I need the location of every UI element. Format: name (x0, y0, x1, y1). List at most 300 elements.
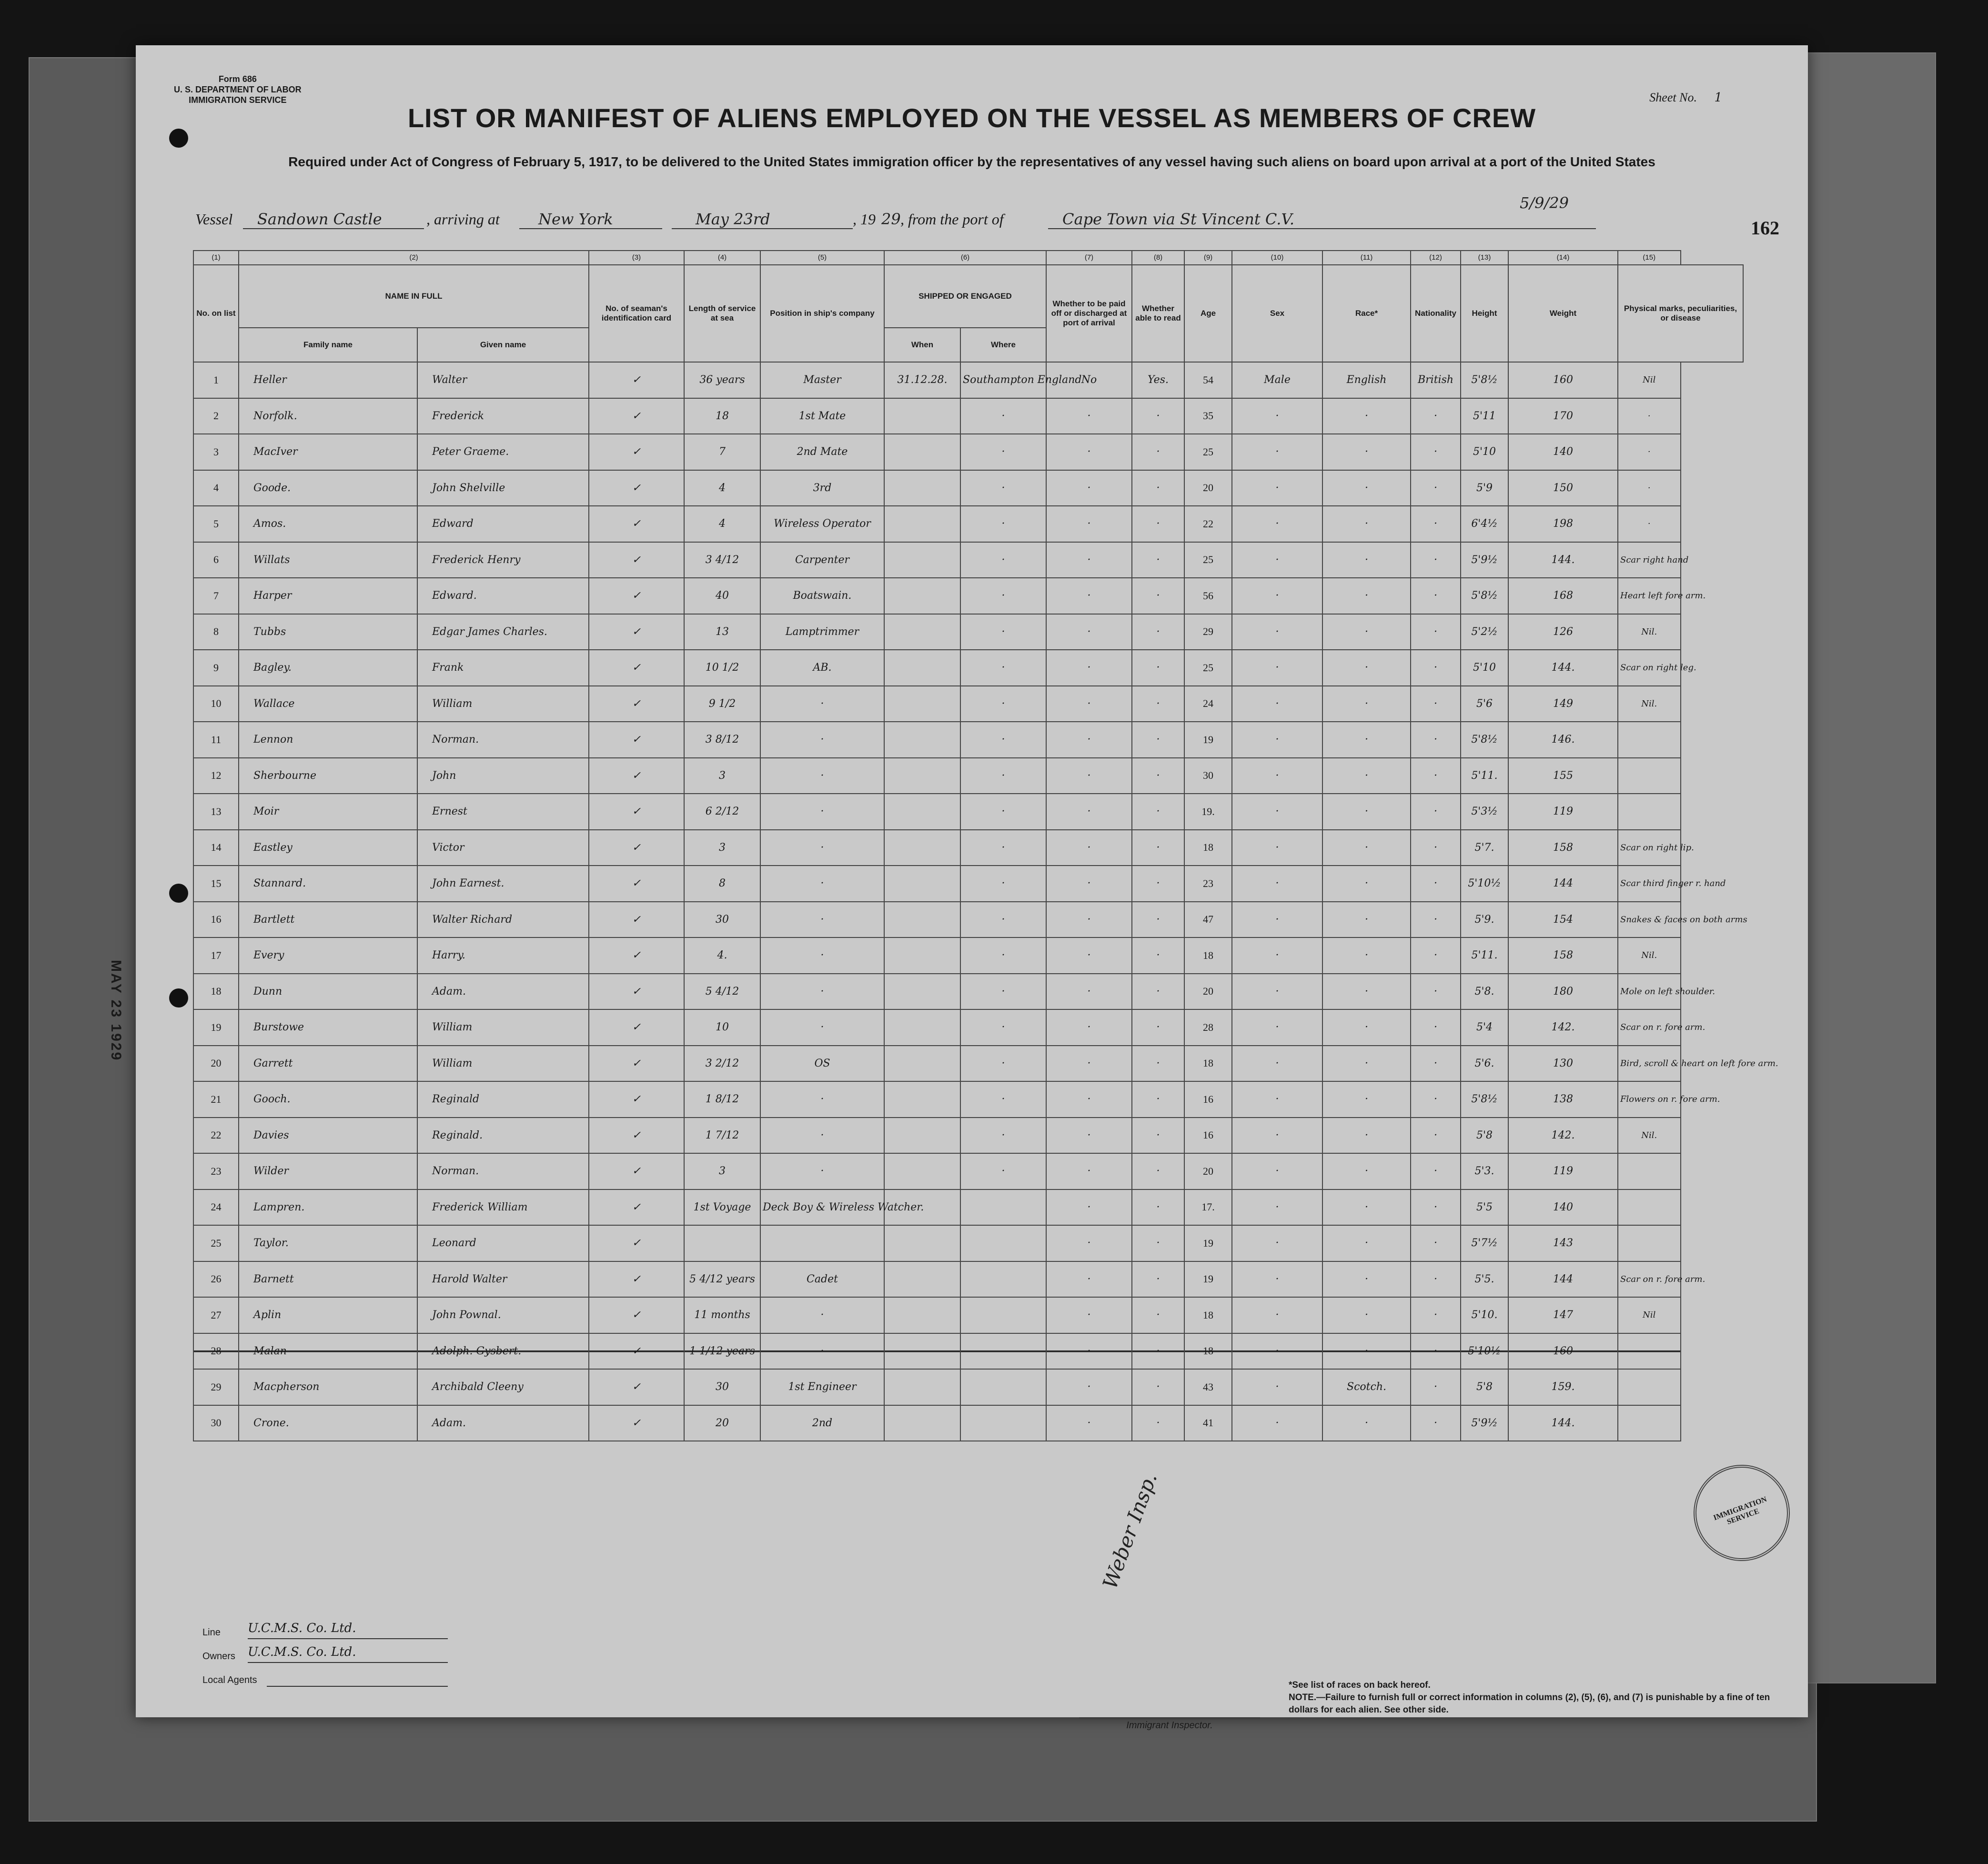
family-name: Crone. (239, 1405, 417, 1441)
seaman-card-check: ✓ (589, 434, 684, 470)
paid-off: · (1046, 1297, 1132, 1333)
shipped-where: · (960, 686, 1046, 722)
physical-marks: Mole on left shoulder. (1618, 974, 1681, 1010)
seaman-card-check: ✓ (589, 1225, 684, 1261)
crew-row (193, 614, 1743, 650)
given-name: John (417, 758, 589, 794)
able-to-read: · (1132, 614, 1184, 650)
given-name: William (417, 1009, 589, 1046)
able-to-read: · (1132, 722, 1184, 758)
sex: · (1232, 542, 1322, 578)
weight: 170 (1508, 398, 1618, 434)
sheet-value: 1 (1714, 91, 1722, 105)
height: 5'6. (1461, 1046, 1508, 1082)
physical-marks (1618, 758, 1681, 794)
row-number: 12 (193, 758, 239, 794)
physical-marks (1618, 1153, 1681, 1189)
paid-off: · (1046, 1369, 1132, 1405)
physical-marks: Scar on right lip. (1618, 830, 1681, 866)
age: 24 (1184, 686, 1232, 722)
row-number: 19 (193, 1009, 239, 1046)
given-name: Norman. (417, 1153, 589, 1189)
given-name: Adam. (417, 1405, 589, 1441)
shipped-when (884, 614, 960, 650)
crew-row (193, 1118, 1743, 1154)
form-service: IMMIGRATION SERVICE (189, 95, 287, 105)
height: 5'11. (1461, 758, 1508, 794)
shipped-when (884, 1261, 960, 1298)
col-number: (13) (1461, 251, 1508, 265)
ship-position: · (760, 1297, 884, 1333)
header-position: Position in ship's company (760, 265, 884, 362)
paid-off: · (1046, 866, 1132, 902)
document-title: LIST OR MANIFEST OF ALIENS EMPLOYED ON THE VESSEL AS MEMBERS OF CREW (407, 103, 1536, 133)
age: 20 (1184, 974, 1232, 1010)
family-name: Macpherson (239, 1369, 417, 1405)
crew-row (193, 1046, 1743, 1082)
age: 35 (1184, 398, 1232, 434)
length-of-service: 4 (684, 506, 760, 542)
height: 5'10½ (1461, 866, 1508, 902)
sex: · (1232, 578, 1322, 614)
sex: · (1232, 398, 1322, 434)
able-to-read: · (1132, 1189, 1184, 1226)
row-number: 2 (193, 398, 239, 434)
paid-off: · (1046, 1189, 1132, 1226)
length-of-service: 3 (684, 758, 760, 794)
nationality: · (1411, 758, 1461, 794)
arriving-port: New York (538, 210, 613, 228)
header-row (193, 265, 1743, 328)
given-name: William (417, 1046, 589, 1082)
family-name: Every (239, 937, 417, 974)
paid-off: · (1046, 830, 1132, 866)
age: 30 (1184, 758, 1232, 794)
given-name: Frederick (417, 398, 589, 434)
able-to-read: · (1132, 1009, 1184, 1046)
ship-position: · (760, 866, 884, 902)
sex: · (1232, 830, 1322, 866)
race: · (1322, 398, 1411, 434)
length-of-service: 9 1/2 (684, 686, 760, 722)
family-name: Burstowe (239, 1009, 417, 1046)
able-to-read: · (1132, 650, 1184, 686)
shipped-when (884, 794, 960, 830)
shipped-when (884, 1153, 960, 1189)
ship-position: Deck Boy & Wireless Watcher. (760, 1189, 884, 1226)
length-of-service: 3 (684, 830, 760, 866)
height: 5'10. (1461, 1297, 1508, 1333)
seaman-card-check: ✓ (589, 1297, 684, 1333)
length-of-service: 30 (684, 1369, 760, 1405)
agents-value (267, 1669, 448, 1687)
seaman-card-check: ✓ (589, 614, 684, 650)
weight: 140 (1508, 1189, 1618, 1226)
crew-row (193, 1153, 1743, 1189)
seaman-card-check: ✓ (589, 830, 684, 866)
race: Scotch. (1322, 1369, 1411, 1405)
ship-position: 2nd (760, 1405, 884, 1441)
col-number: (11) (1322, 251, 1411, 265)
year-prefix: , 19 (853, 211, 876, 228)
race: · (1322, 974, 1411, 1010)
sex: · (1232, 686, 1322, 722)
weight: 126 (1508, 614, 1618, 650)
seaman-card-check: ✓ (589, 1081, 684, 1118)
shipped-when (884, 1046, 960, 1082)
sex: · (1232, 1405, 1322, 1441)
family-name: Gooch. (239, 1081, 417, 1118)
ship-position: · (760, 758, 884, 794)
race: · (1322, 1153, 1411, 1189)
paid-off: · (1046, 1225, 1132, 1261)
shipped-where: · (960, 542, 1046, 578)
height: 5'8½ (1461, 1081, 1508, 1118)
shipped-when (884, 902, 960, 938)
shipped-when (884, 434, 960, 470)
ship-position: 3rd (760, 470, 884, 506)
punch-hole (169, 988, 188, 1008)
paid-off: · (1046, 470, 1132, 506)
length-of-service: 13 (684, 614, 760, 650)
row-number: 8 (193, 614, 239, 650)
row-number: 6 (193, 542, 239, 578)
paid-off: · (1046, 1333, 1132, 1370)
paid-off: · (1046, 722, 1132, 758)
sex: · (1232, 1118, 1322, 1154)
able-to-read: · (1132, 1261, 1184, 1298)
height: 5'8. (1461, 974, 1508, 1010)
document-subtitle: Required under Act of Congress of February 5, 1917, to be delivered to the United States immigration officer by the representatives of any vessel having such aliens on board upon arrival at a port of the United States (288, 154, 1655, 169)
agents-label: Local Agents (202, 1675, 257, 1685)
given-name: Edward (417, 506, 589, 542)
weight: 144 (1508, 866, 1618, 902)
arrival-date: May 23rd (696, 210, 770, 228)
header-able-read: Whether able to read (1132, 265, 1184, 362)
sex: · (1232, 1225, 1322, 1261)
shipped-where: · (960, 434, 1046, 470)
paid-off: No (1046, 362, 1132, 398)
seaman-card-check: ✓ (589, 686, 684, 722)
given-name: Frederick Henry (417, 542, 589, 578)
race: · (1322, 937, 1411, 974)
crew-row (193, 1189, 1743, 1226)
seaman-card-check: ✓ (589, 1261, 684, 1298)
seaman-card-check: ✓ (589, 1369, 684, 1405)
given-name: Harry. (417, 937, 589, 974)
able-to-read: · (1132, 1081, 1184, 1118)
height: 5'3½ (1461, 794, 1508, 830)
given-name: Walter Richard (417, 902, 589, 938)
family-name: Amos. (239, 506, 417, 542)
col-number: (6) (884, 251, 1046, 265)
given-name: Frank (417, 650, 589, 686)
race: · (1322, 794, 1411, 830)
ship-position: · (760, 830, 884, 866)
able-to-read: · (1132, 1046, 1184, 1082)
race: · (1322, 722, 1411, 758)
height: 5'8 (1461, 1118, 1508, 1154)
shipped-where: · (960, 1009, 1046, 1046)
shipped-where: · (960, 794, 1046, 830)
able-to-read: · (1132, 1369, 1184, 1405)
physical-marks: Nil (1618, 362, 1681, 398)
paid-off: · (1046, 1046, 1132, 1082)
able-to-read: · (1132, 1153, 1184, 1189)
inspector-signature: Weber Insp. (1098, 1470, 1162, 1592)
race: · (1322, 1189, 1411, 1226)
height: 5'9. (1461, 902, 1508, 938)
given-name: John Shelville (417, 470, 589, 506)
height: 5'7. (1461, 830, 1508, 866)
paid-off: · (1046, 1118, 1132, 1154)
shipped-when (884, 542, 960, 578)
row-number: 13 (193, 794, 239, 830)
sex: · (1232, 1297, 1322, 1333)
family-name: Lampren. (239, 1189, 417, 1226)
shipped-where (960, 1297, 1046, 1333)
physical-marks: Bird, scroll & heart on left fore arm. (1618, 1046, 1681, 1082)
nationality: · (1411, 686, 1461, 722)
seaman-card-check: ✓ (589, 362, 684, 398)
row-number: 28 (193, 1333, 239, 1370)
length-of-service: 5 4/12 (684, 974, 760, 1010)
race: · (1322, 1009, 1411, 1046)
col-number: (10) (1232, 251, 1322, 265)
sex: · (1232, 1261, 1322, 1298)
col-number: (9) (1184, 251, 1232, 265)
row-number: 25 (193, 1225, 239, 1261)
paid-off: · (1046, 1261, 1132, 1298)
weight: 146. (1508, 722, 1618, 758)
race: · (1322, 1261, 1411, 1298)
crew-row (193, 1009, 1743, 1046)
height: 5'10 (1461, 434, 1508, 470)
nationality: · (1411, 1225, 1461, 1261)
length-of-service: 4. (684, 937, 760, 974)
header-when: When (884, 328, 960, 362)
race: · (1322, 1405, 1411, 1441)
nationality: · (1411, 1405, 1461, 1441)
length-of-service: 20 (684, 1405, 760, 1441)
age: 29 (1184, 614, 1232, 650)
weight: 144. (1508, 1405, 1618, 1441)
shipped-where: · (960, 398, 1046, 434)
shipped-where: · (960, 974, 1046, 1010)
weight: 198 (1508, 506, 1618, 542)
family-name: Sherbourne (239, 758, 417, 794)
shipped-when (884, 1297, 960, 1333)
row-number: 18 (193, 974, 239, 1010)
nationality: · (1411, 1081, 1461, 1118)
header-shipped: SHIPPED OR ENGAGED (884, 265, 1046, 328)
shipped-when (884, 1081, 960, 1118)
shipped-when (884, 650, 960, 686)
col-number: (8) (1132, 251, 1184, 265)
shipped-where: · (960, 722, 1046, 758)
weight: 159. (1508, 1369, 1618, 1405)
crew-row (193, 937, 1743, 974)
shipped-when (884, 1405, 960, 1441)
height: 5'10½ (1461, 1333, 1508, 1370)
shipped-when (884, 578, 960, 614)
nationality: · (1411, 1333, 1461, 1370)
able-to-read: · (1132, 398, 1184, 434)
family-name: Eastley (239, 830, 417, 866)
shipped-where: · (960, 1081, 1046, 1118)
weight: 155 (1508, 758, 1618, 794)
able-to-read: · (1132, 974, 1184, 1010)
crew-rows (193, 362, 1778, 1441)
nationality: · (1411, 794, 1461, 830)
row-number: 3 (193, 434, 239, 470)
owners-value: U.C.M.S. Co. Ltd. (248, 1645, 448, 1663)
ship-position: · (760, 686, 884, 722)
shipped-when (884, 830, 960, 866)
weight: 119 (1508, 794, 1618, 830)
family-name: Tubbs (239, 614, 417, 650)
crew-row (193, 1297, 1743, 1333)
penalty-note: NOTE.—Failure to furnish full or correct information in columns (2), (5), (6), and (7) is punishable by a fine of ten dollars for each alien. See other side. (1289, 1693, 1770, 1715)
race: · (1322, 1297, 1411, 1333)
family-name: Moir (239, 794, 417, 830)
given-name: William (417, 686, 589, 722)
row-number: 23 (193, 1153, 239, 1189)
form-department: U. S. DEPARTMENT OF LABOR (174, 85, 302, 94)
length-of-service: 5 4/12 years (684, 1261, 760, 1298)
given-name: Edgar James Charles. (417, 614, 589, 650)
sex: · (1232, 866, 1322, 902)
family-name: Heller (239, 362, 417, 398)
height: 5'9½ (1461, 1405, 1508, 1441)
weight: 144. (1508, 650, 1618, 686)
physical-marks: Scar on r. fore arm. (1618, 1261, 1681, 1298)
height: 5'8½ (1461, 362, 1508, 398)
shipped-when (884, 937, 960, 974)
row-number: 14 (193, 830, 239, 866)
physical-marks (1618, 1225, 1681, 1261)
shipped-where: Southampton England (960, 362, 1046, 398)
nationality: British (1411, 362, 1461, 398)
shipped-when (884, 974, 960, 1010)
length-of-service: 1st Voyage (684, 1189, 760, 1226)
nationality: · (1411, 650, 1461, 686)
height: 5'3. (1461, 1153, 1508, 1189)
seaman-card-check: ✓ (589, 902, 684, 938)
row-number: 20 (193, 1046, 239, 1082)
manifest-sheet (108, 45, 1808, 1731)
ship-position: Master (760, 362, 884, 398)
given-name: Leonard (417, 1225, 589, 1261)
shipped-when (884, 1225, 960, 1261)
crew-row (193, 542, 1743, 578)
age: 20 (1184, 470, 1232, 506)
height: 5'8 (1461, 1369, 1508, 1405)
header-physical-marks: Physical marks, peculiarities, or disease (1618, 265, 1743, 362)
weight: 140 (1508, 434, 1618, 470)
nationality: · (1411, 470, 1461, 506)
header-sex: Sex (1232, 265, 1322, 362)
length-of-service (684, 1225, 760, 1261)
physical-marks: Scar third finger r. hand (1618, 866, 1681, 902)
row-number: 26 (193, 1261, 239, 1298)
length-of-service: 1 7/12 (684, 1118, 760, 1154)
ship-position: · (760, 937, 884, 974)
row-number: 4 (193, 470, 239, 506)
able-to-read: · (1132, 1333, 1184, 1370)
seaman-card-check: ✓ (589, 974, 684, 1010)
weight: 154 (1508, 902, 1618, 938)
header-weight: Weight (1508, 265, 1618, 362)
crew-row (193, 578, 1743, 614)
shipped-where (960, 1261, 1046, 1298)
header-where: Where (960, 328, 1046, 362)
able-to-read: · (1132, 1225, 1184, 1261)
sex: · (1232, 794, 1322, 830)
race: · (1322, 1118, 1411, 1154)
col-number: (12) (1411, 251, 1461, 265)
weight: 138 (1508, 1081, 1618, 1118)
ship-position: OS (760, 1046, 884, 1082)
shipped-when (884, 1333, 960, 1370)
ship-position: Cadet (760, 1261, 884, 1298)
crew-row (193, 866, 1743, 902)
able-to-read: · (1132, 866, 1184, 902)
height: 5'7½ (1461, 1225, 1508, 1261)
physical-marks: · (1618, 398, 1681, 434)
age: 22 (1184, 506, 1232, 542)
seaman-card-check: ✓ (589, 866, 684, 902)
able-to-read: · (1132, 830, 1184, 866)
sex: · (1232, 758, 1322, 794)
family-name: Wilder (239, 1153, 417, 1189)
header-length-service: Length of service at sea (684, 265, 760, 362)
height: 5'9½ (1461, 542, 1508, 578)
family-name: Dunn (239, 974, 417, 1010)
family-name: Stannard. (239, 866, 417, 902)
col-number: (7) (1046, 251, 1132, 265)
able-to-read: · (1132, 1405, 1184, 1441)
crew-row (193, 650, 1743, 686)
crew-row (193, 686, 1743, 722)
given-name: Victor (417, 830, 589, 866)
sex: · (1232, 614, 1322, 650)
able-to-read: · (1132, 506, 1184, 542)
seaman-card-check: ✓ (589, 722, 684, 758)
given-name: John Earnest. (417, 866, 589, 902)
weight: 158 (1508, 830, 1618, 866)
ship-position: Boatswain. (760, 578, 884, 614)
manifest-number: 162 (1751, 217, 1779, 239)
paid-off: · (1046, 794, 1132, 830)
weight: 180 (1508, 974, 1618, 1010)
sex: · (1232, 1369, 1322, 1405)
length-of-service: 3 8/12 (684, 722, 760, 758)
seaman-card-check: ✓ (589, 398, 684, 434)
family-name: MacIver (239, 434, 417, 470)
shipped-where: · (960, 470, 1046, 506)
ship-position (760, 1225, 884, 1261)
length-of-service: 4 (684, 470, 760, 506)
race: · (1322, 686, 1411, 722)
ship-position: · (760, 1118, 884, 1154)
race: · (1322, 434, 1411, 470)
shipped-where: · (960, 902, 1046, 938)
height: 5'11 (1461, 398, 1508, 434)
paid-off: · (1046, 1009, 1132, 1046)
weight: 150 (1508, 470, 1618, 506)
age: 20 (1184, 1153, 1232, 1189)
